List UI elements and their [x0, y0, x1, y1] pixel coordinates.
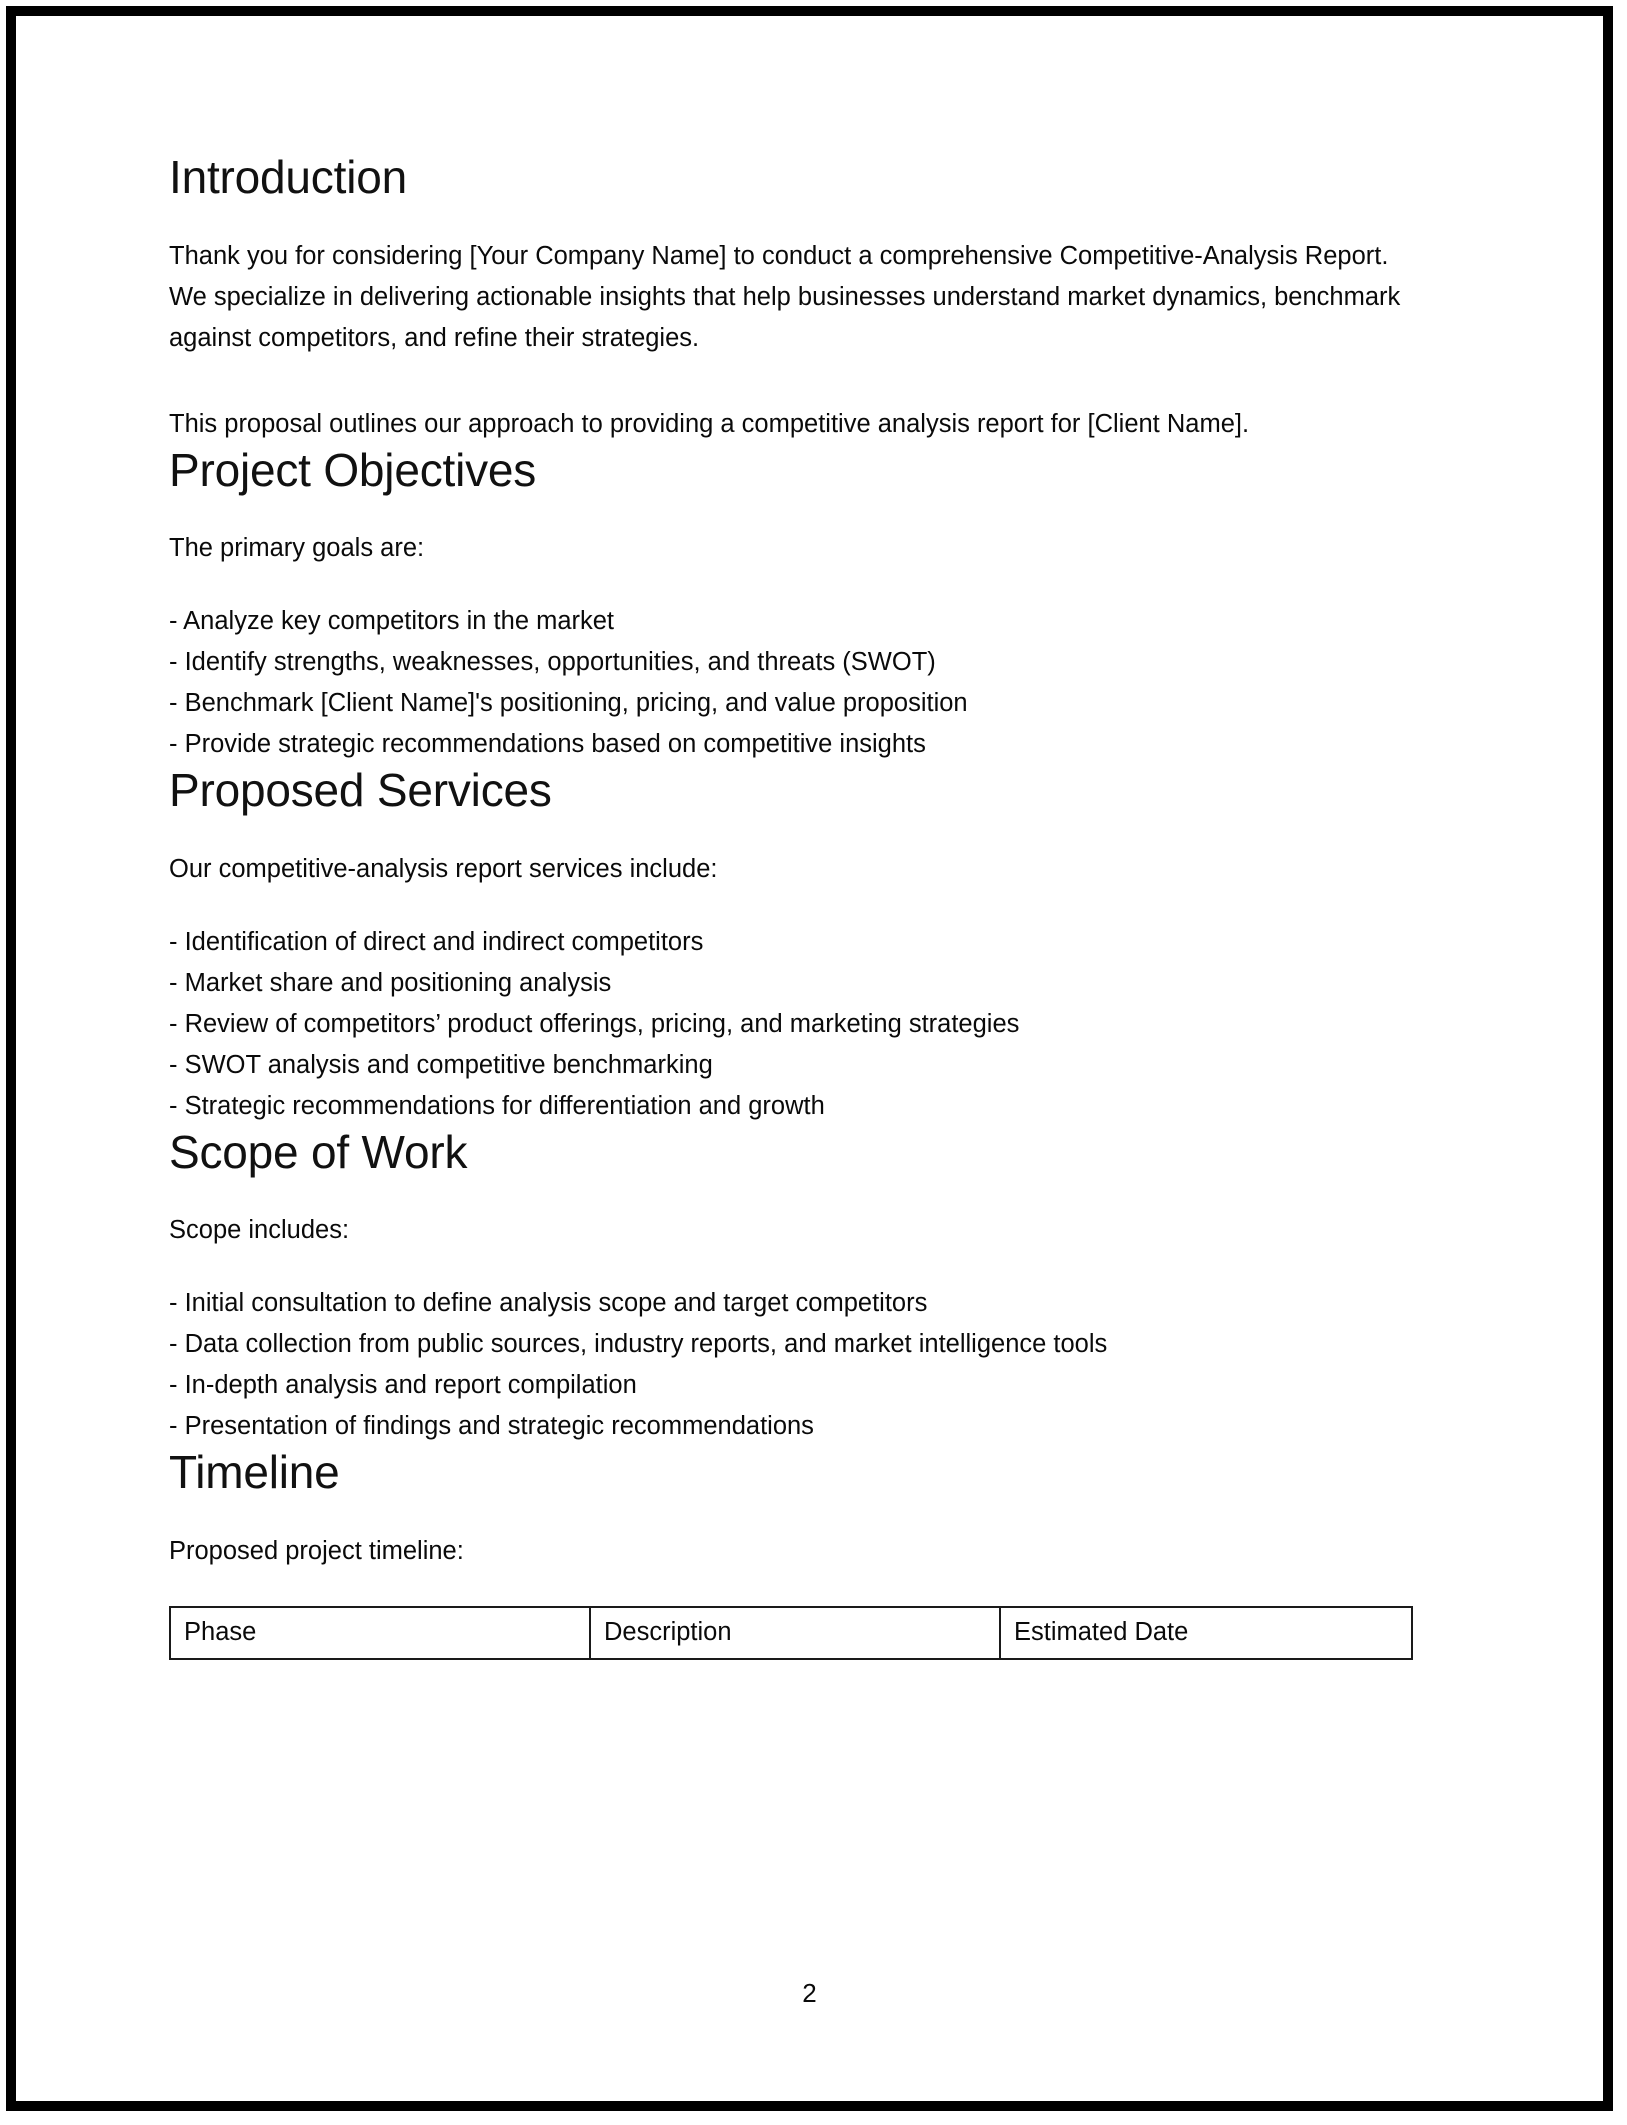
heading-introduction: Introduction: [169, 151, 407, 203]
project-objectives-list: [169, 601, 1409, 765]
project-objectives-lead-in: The primary goals are:: [169, 534, 425, 563]
list-item: - Review of competitors’ product offerings, pricing, and marketing strategies: [169, 1009, 1020, 1038]
introduction-paragraph-2: This proposal outlines our approach to providing a competitive analysis report for [Client Name].: [169, 409, 1250, 438]
page-number: 2: [802, 1978, 817, 2008]
list-item: - Identify strengths, weaknesses, opportunities, and threats (SWOT): [169, 648, 936, 677]
proposed-services-lead-in: Our competitive-analysis report services include:: [169, 854, 718, 883]
timeline-table-header: [170, 1607, 1412, 1659]
list-item: - Data collection from public sources, industry reports, and market intelligence tools: [169, 1330, 1108, 1359]
timeline-table-wrapper: [169, 1606, 1409, 1660]
page-content: [169, 152, 1409, 1660]
timeline-table: [169, 1606, 1413, 1660]
scope-of-work-lead-in: Scope includes:: [169, 1216, 350, 1245]
timeline-lead-in: Proposed project timeline:: [169, 1536, 464, 1565]
list-item: - Initial consultation to define analysis scope and target competitors: [169, 1289, 928, 1318]
document-page: [16, 16, 1603, 2101]
list-item: - Strategic recommendations for differentiation and growth: [169, 1091, 825, 1120]
scanned-page-border: [6, 6, 1613, 2111]
list-item: - SWOT analysis and competitive benchmarking: [169, 1050, 713, 1079]
table-header-row: [170, 1607, 1412, 1659]
table-column-header-estimated-date: Estimated Date: [1000, 1607, 1412, 1659]
proposed-services-list: [169, 922, 1409, 1127]
introduction-paragraph-1: Thank you for considering [Your Company Name] to conduct a comprehensive Competitive-Analysis Report. We specialize in delivering actionable insights that help businesses understand market dynamics, benchmark against competitors, and refine their strategies.: [169, 241, 1401, 352]
list-item: - In-depth analysis and report compilation: [169, 1371, 637, 1400]
list-item: - Benchmark [Client Name]'s positioning, pricing, and value proposition: [169, 689, 968, 718]
list-item: - Analyze key competitors in the market: [169, 607, 615, 636]
list-item: - Market share and positioning analysis: [169, 968, 612, 997]
heading-scope-of-work: Scope of Work: [169, 1125, 468, 1178]
table-column-header-description: Description: [590, 1607, 1000, 1659]
list-item: - Presentation of findings and strategic recommendations: [169, 1412, 814, 1441]
heading-timeline: Timeline: [169, 1446, 340, 1499]
heading-project-objectives: Project Objectives: [169, 443, 537, 496]
list-item: - Provide strategic recommendations based on competitive insights: [169, 730, 926, 759]
list-item: - Identification of direct and indirect competitors: [169, 927, 704, 956]
heading-proposed-services: Proposed Services: [169, 764, 552, 817]
scope-of-work-list: [169, 1283, 1409, 1447]
table-column-header-phase: Phase: [170, 1607, 590, 1659]
